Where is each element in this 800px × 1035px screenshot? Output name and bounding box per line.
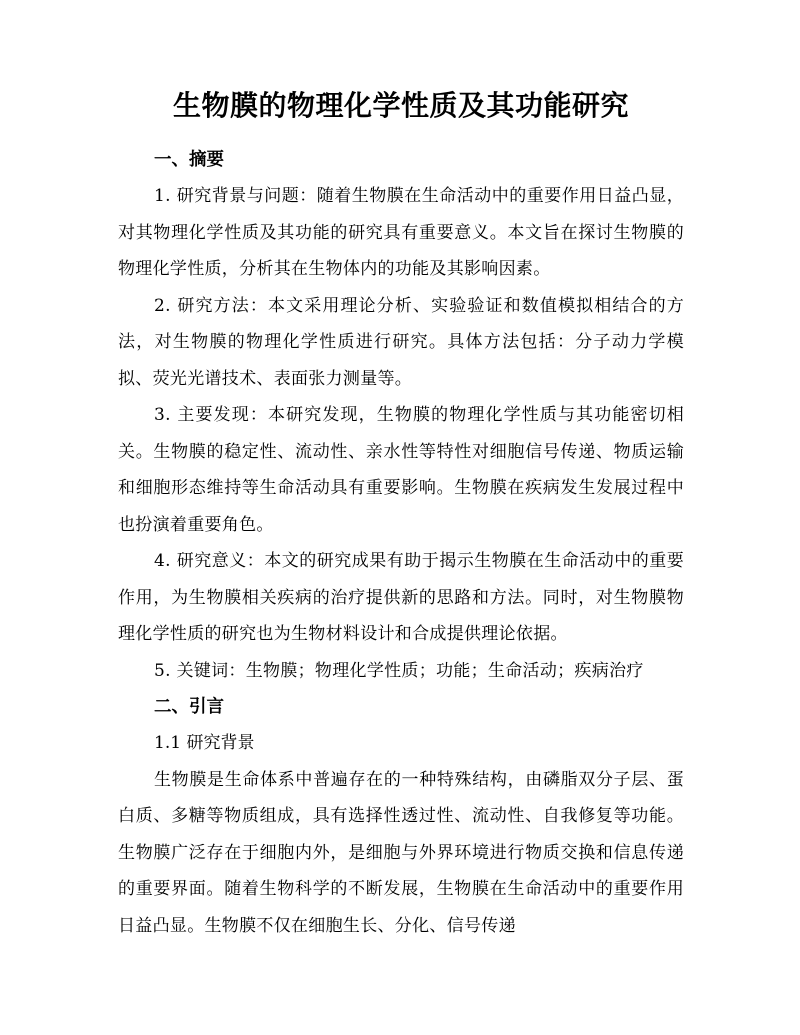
document-title: 生物膜的物理化学性质及其功能研究 (172, 89, 629, 122)
abstract-section (118, 142, 684, 689)
introduction-section (118, 689, 684, 944)
document-page (118, 86, 684, 944)
abstract-paragraph-significance: 4. 研究意义：本文的研究成果有助于揭示生物膜在生命活动中的重要作用，为生物膜相关疾病的治疗提供新的思路和方法。同时，对生物膜物理化学性质的研究也为生物材料设计和合成提供理论依据。 (118, 551, 684, 644)
subsection-heading-background: 1.1 研究背景 (154, 733, 255, 753)
section-heading-abstract: 一、摘要 (154, 150, 224, 170)
abstract-paragraph-methods: 2. 研究方法：本文采用理论分析、实验验证和数值模拟相结合的方法，对生物膜的物理化学性质进行研究。具体方法包括：分子动力学模拟、荧光光谱技术、表面张力测量等。 (118, 295, 684, 389)
abstract-paragraph-keywords: 5. 关键词：生物膜；物理化学性质；功能；生命活动；疾病治疗 (154, 660, 644, 681)
introduction-paragraph: 生物膜是生命体系中普遍存在的一种特殊结构，由磷脂双分子层、蛋白质、多糖等物质组成，具有选择性透过性、流动性、自我修复等功能。生物膜广泛存在于细胞内外，是细胞与外界环境进行物质交换和信息传递的重要界面。随着生物科学的不断发展，生物膜在生命活动中的重要作用日益凸显。生物膜不仅在细胞生长、分化、信号传递 (118, 769, 684, 936)
abstract-paragraph-findings: 3. 主要发现：本研究发现，生物膜的物理化学性质与其功能密切相关。生物膜的稳定性、流动性、亲水性等特性对细胞信号传递、物质运输和细胞形态维持等生命活动具有重要影响。生物膜在疾病发生发展过程中也扮演着重要角色。 (118, 405, 684, 535)
abstract-paragraph-background: 1. 研究背景与问题：随着生物膜在生命活动中的重要作用日益凸显，对其物理化学性质及其功能的研究具有重要意义。本文旨在探讨生物膜的物理化学性质，分析其在生物体内的功能及其影响因素。 (118, 186, 684, 279)
section-heading-introduction: 二、引言 (154, 697, 224, 717)
